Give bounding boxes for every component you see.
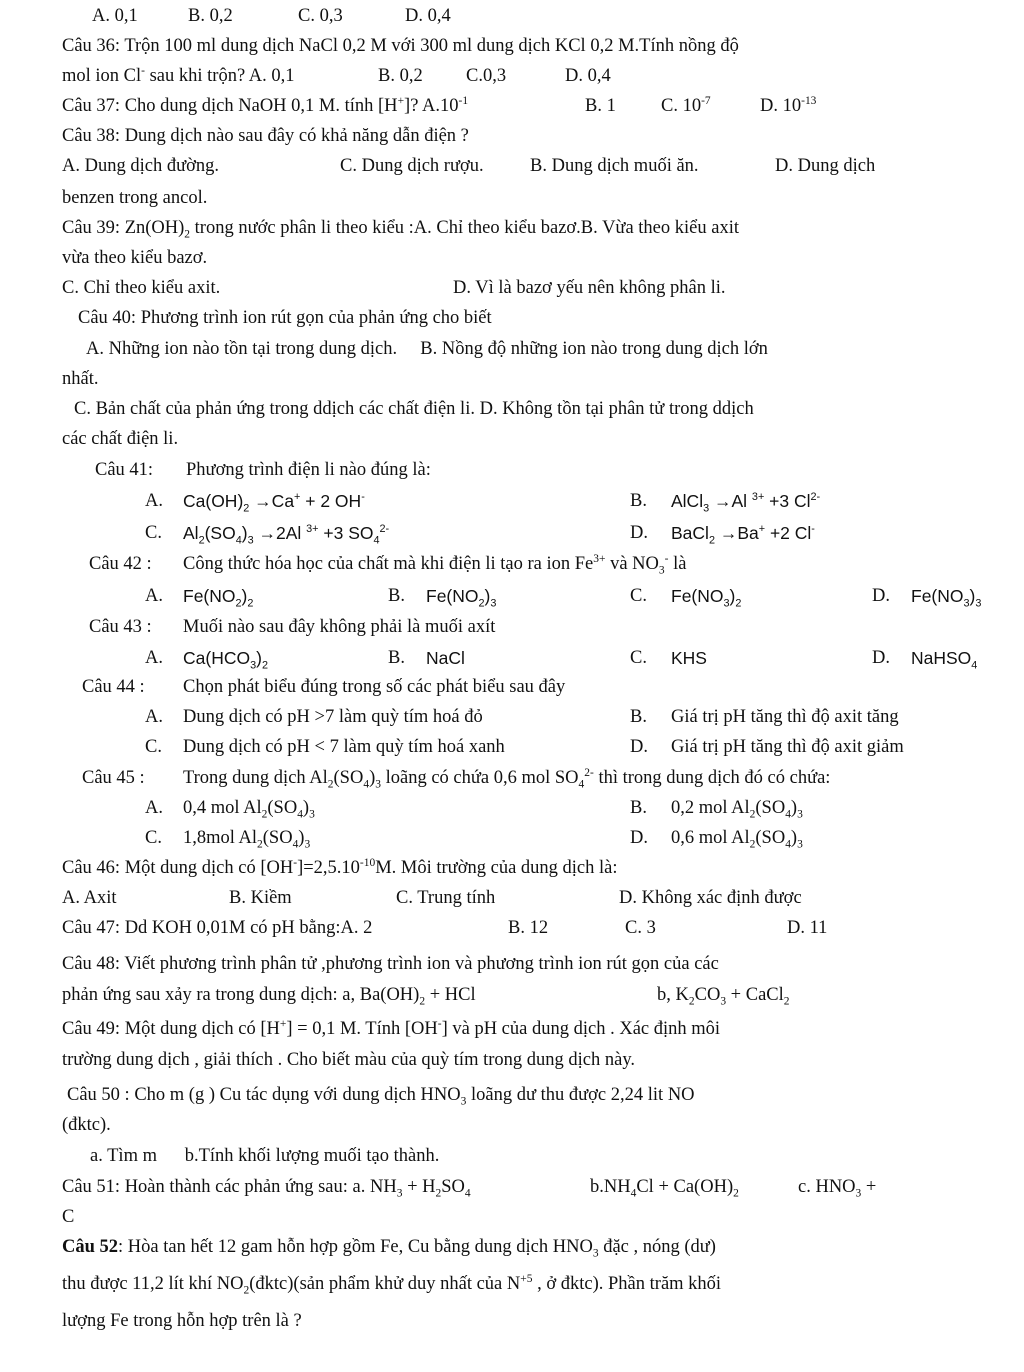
- question-41-option-c: $Al_2(SO_4)_3 \to 2Al$ $^{3+}$ +3 $SO_4^{2-}$: [183, 523, 390, 547]
- question-42-option-c: $Fe(NO_3)_2$: [671, 586, 742, 610]
- question-40-continuation-1: nhất.: [62, 369, 99, 389]
- question-52-line-2: thu được 11,2 lít khí $NO_2(đktc)(sản$ phẩm khử duy nhất của $N^{+5}$ , ở đktc). Phần trăm khối: [62, 1272, 722, 1297]
- question-43-option-b: NaCl: [426, 648, 465, 668]
- question-47-option-d: D. 11: [787, 918, 828, 938]
- question-48-line-1: Câu 48: Viết phương trình phân tử ,phương trình ion và phương trình ion rút gọn của các: [62, 954, 719, 974]
- question-47-stem: Câu 47: Dd KOH 0,01M có pH bằng:A. 2: [62, 918, 373, 938]
- question-41-option-a: $Ca(OH)_2 \to Ca^+ + 2$ OH-: [183, 491, 365, 515]
- question-46-stem: Câu 46: Một dung dịch có $[OH^-]=2,5.10^{-10}M$. Môi trường của dung dịch là:: [62, 856, 618, 878]
- question-51-part-b: $b.NH_4Cl + Ca(OH)_2$: [590, 1177, 739, 1200]
- question-39-stem: Câu 39: $Zn(OH)_2$ trong nước phân li theo kiểu :A. Chỉ theo kiểu bazơ.B. Vừa theo kiểu axit: [62, 218, 739, 241]
- question-42-stem: Công thức hóa học của chất mà khi điện li tạo ra ion $Fe^{3+}$ và $NO_3^-$ là: [183, 552, 687, 577]
- top-option-a: A. 0,1: [92, 6, 138, 26]
- question-40-continuation-2: các chất điện li.: [62, 429, 179, 449]
- question-45-option-c: 1,8mol $Al_2(SO_4)_3$: [183, 828, 311, 851]
- question-45-option-d: 0,6 mol $Al_2(SO_4)_3$: [671, 828, 803, 851]
- question-38-option-d: D. Dung dịch: [775, 156, 876, 176]
- question-45-letter-b: B.: [630, 798, 647, 818]
- question-36-option-c: C.0,3: [466, 66, 507, 86]
- question-40-options-cd: C. Bản chất của phản ứng trong ddịch các chất điện li. D. Không tồn tại phân tử trong ddịch: [74, 399, 754, 419]
- question-43-label: Câu 43 :: [89, 617, 152, 637]
- question-46-option-d: D. Không xác định được: [619, 888, 802, 908]
- question-43-letter-a: A.: [145, 648, 163, 668]
- question-37-option-b: B. 1: [585, 96, 616, 116]
- question-43-option-d: NaHSO$_4$: [911, 648, 978, 672]
- question-44-letter-a: A.: [145, 707, 163, 727]
- question-41-letter-c: C.: [145, 523, 162, 543]
- question-46-option-b: B. Kiềm: [229, 888, 292, 908]
- question-36-line-2: mol ion Cl- sau khi trộn? A. 0,1: [62, 64, 295, 86]
- question-41-stem: Phương trình điện li nào đúng là:: [186, 460, 431, 480]
- question-38-option-a: A. Dung dịch đường.: [62, 156, 220, 176]
- question-45-option-b: 0,2 mol $Al_2(SO_4)_3$: [671, 798, 803, 821]
- question-45-stem: Trong dung dịch $Al_2(SO_4)_3$ loãng có chứa 0,6 mol $SO_4^{2-}$ thì trong dung dịch đó có chứa:: [183, 766, 831, 791]
- question-44-letter-d: D.: [630, 737, 648, 757]
- question-50-parts: a. Tìm m b.Tính khối lượng muối tạo thành.: [90, 1146, 440, 1166]
- question-47-option-c: C. 3: [625, 918, 656, 938]
- question-45-letter-d: D.: [630, 828, 648, 848]
- question-51-continuation: C: [62, 1207, 75, 1227]
- question-51-stem: Câu 51: Hoàn thành các phản ứng sau: a. $NH_3 + H_2SO_4$: [62, 1177, 471, 1200]
- question-37-option-d: D. $10^{-13}$: [760, 94, 817, 116]
- question-44-stem: Chọn phát biểu đúng trong số các phát biểu sau đây: [183, 677, 566, 697]
- question-48-line-2: phản ứng sau xảy ra trong dung dịch: a, $Ba(OH)_2$ + HCl: [62, 985, 476, 1008]
- question-37-stem: Câu 37: Cho dung dịch NaOH 0,1 M. tính [H+]? $A.10^{-1}$: [62, 94, 469, 116]
- question-47-option-b: B. 12: [508, 918, 549, 938]
- question-51-part-c: c. $HNO_3$ +: [798, 1177, 877, 1200]
- question-48-part-b: b, $K_2CO_3$ + CaCl$_2$: [657, 985, 790, 1008]
- question-36-option-d: D. 0,4: [565, 66, 611, 86]
- question-46-option-a: A. Axit: [62, 888, 117, 908]
- question-43-letter-b: B.: [388, 648, 405, 668]
- question-44-label: Câu 44 :: [82, 677, 145, 697]
- question-37-option-c: C. $10^{-7}$: [661, 94, 711, 116]
- question-44-option-d: Giá trị pH tăng thì độ axit giảm: [671, 737, 904, 757]
- question-40-options-ab: A. Những ion nào tồn tại trong dung dịch. B. Nồng độ những ion nào trong dung dịch lớn: [86, 339, 768, 359]
- question-43-option-c: KHS: [671, 648, 707, 668]
- question-42-letter-d: D.: [872, 586, 890, 606]
- question-45-letter-a: A.: [145, 798, 163, 818]
- question-44-letter-c: C.: [145, 737, 162, 757]
- question-50-continuation: (đktc).: [62, 1115, 111, 1135]
- question-36-line-1: Câu 36: Trộn 100 ml dung dịch NaCl 0,2 M với 300 ml dung dịch KCl 0,2 M.Tính nồng độ: [62, 36, 739, 56]
- question-41-option-b: AlCl$_3$ →Al $^{3+}$ +3 $Cl^{2-}$: [671, 491, 821, 515]
- question-42-letter-b: B.: [388, 586, 405, 606]
- question-36-option-b: B. 0,2: [378, 66, 423, 86]
- question-38-option-b: B. Dung dịch muối ăn.: [530, 156, 699, 176]
- question-38-option-c: C. Dung dịch rượu.: [340, 156, 484, 176]
- question-44-option-b: Giá trị pH tăng thì độ axit tăng: [671, 707, 899, 727]
- question-46-option-c: C. Trung tính: [396, 888, 496, 908]
- question-45-label: Câu 45 :: [82, 768, 145, 788]
- question-52-stem: Câu 52: Hòa tan hết 12 gam hỗn hợp gồm Fe, Cu bằng dung dịch $HNO_3$ đặc , nóng (dư): [62, 1237, 716, 1260]
- question-43-letter-d: D.: [872, 648, 890, 668]
- question-42-letter-a: A.: [145, 586, 163, 606]
- question-44-option-c: Dung dịch có pH < 7 làm quỳ tím hoá xanh: [183, 737, 505, 757]
- question-42-option-b: $Fe(NO_2)_3$: [426, 586, 497, 610]
- question-38-continuation: benzen trong ancol.: [62, 188, 208, 208]
- question-42-option-d: $Fe(NO_3)_3$: [911, 586, 982, 610]
- question-41-option-d: BaCl$_2$ →Ba+ +2 Cl-: [671, 523, 815, 547]
- question-43-letter-c: C.: [630, 648, 647, 668]
- top-option-c: C. 0,3: [298, 6, 343, 26]
- question-41-label: Câu 41:: [95, 460, 154, 480]
- question-40-stem: Câu 40: Phương trình ion rút gọn của phản ứng cho biết: [78, 308, 492, 328]
- question-39-continuation: vừa theo kiểu bazơ.: [62, 248, 208, 268]
- question-52-line-3: lượng Fe trong hỗn hợp trên là ?: [62, 1311, 302, 1331]
- question-39-option-c: C. Chỉ theo kiểu axit.: [62, 278, 221, 298]
- question-42-option-a: $Fe(NO_2)_2$: [183, 586, 254, 610]
- question-44-letter-b: B.: [630, 707, 647, 727]
- question-42-label: Câu 42 :: [89, 554, 152, 574]
- question-49-continuation: trường dung dịch , giải thích . Cho biết màu của quỳ tím trong dung dịch này.: [62, 1050, 636, 1070]
- question-45-letter-c: C.: [145, 828, 162, 848]
- top-option-d: D. 0,4: [405, 6, 451, 26]
- question-43-stem: Muối nào sau đây không phải là muối axít: [183, 617, 496, 637]
- question-43-option-a: $Ca(HCO_3)_2$: [183, 648, 268, 672]
- question-44-option-a: Dung dịch có pH >7 làm quỳ tím hoá đỏ: [183, 707, 483, 727]
- question-41-letter-d: D.: [630, 523, 648, 543]
- question-45-option-a: 0,4 mol $Al_2(SO_4)_3$: [183, 798, 315, 821]
- question-38-stem: Câu 38: Dung dịch nào sau đây có khả năng dẫn điện ?: [62, 126, 469, 146]
- question-39-option-d: D. Vì là bazơ yếu nên không phân li.: [453, 278, 726, 298]
- question-50-stem: Câu 50 : Cho m (g ) Cu tác dụng với dung dịch $HNO_3$ loãng dư thu được 2,24 lit NO: [67, 1085, 695, 1108]
- top-option-b: B. 0,2: [188, 6, 233, 26]
- question-49-stem: Câu 49: Một dung dịch có [H+] = 0,1 M. Tính [OH-] và pH của dung dịch . Xác định môi: [62, 1017, 721, 1039]
- question-41-letter-a: A.: [145, 491, 163, 511]
- question-41-letter-b: B.: [630, 491, 647, 511]
- question-42-letter-c: C.: [630, 586, 647, 606]
